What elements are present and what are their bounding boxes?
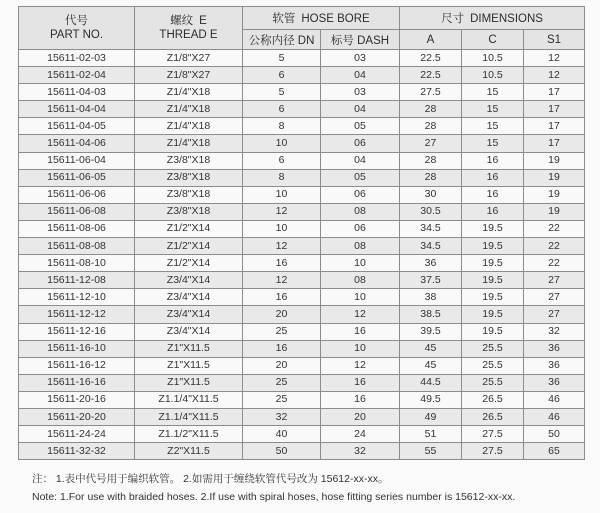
dim-s1-cell: 12 bbox=[524, 50, 585, 67]
dim-s1-cell: 17 bbox=[524, 101, 585, 118]
dim-s1-cell: 46 bbox=[524, 408, 585, 425]
dim-a-cell: 45 bbox=[400, 340, 462, 357]
part-no-cell: 15611-16-12 bbox=[19, 357, 135, 374]
thread-cell: Z1"X11.5 bbox=[135, 357, 243, 374]
header-thread bbox=[135, 7, 243, 50]
dash-cell: 16 bbox=[321, 323, 400, 340]
part-no-cell: 15611-12-16 bbox=[19, 323, 135, 340]
table-row bbox=[19, 152, 585, 169]
table-row bbox=[19, 101, 585, 118]
dn-cell: 6 bbox=[243, 67, 321, 84]
dim-c-cell: 15 bbox=[462, 84, 524, 101]
thread-cell: Z1/4"X18 bbox=[135, 101, 243, 118]
dim-s1-cell: 19 bbox=[524, 203, 585, 220]
dim-s1-cell: 19 bbox=[524, 169, 585, 186]
part-no-cell: 15611-06-05 bbox=[19, 169, 135, 186]
dn-cell: 25 bbox=[243, 323, 321, 340]
dash-cell: 10 bbox=[321, 255, 400, 272]
part-no-cell: 15611-04-06 bbox=[19, 135, 135, 152]
part-no-cell: 15611-08-08 bbox=[19, 238, 135, 255]
dim-c-cell: 19.5 bbox=[462, 306, 524, 323]
dash-cell: 05 bbox=[321, 169, 400, 186]
dn-cell: 5 bbox=[243, 50, 321, 67]
dn-cell: 6 bbox=[243, 152, 321, 169]
dash-cell: 08 bbox=[321, 272, 400, 289]
header-dims-en: DIMENSIONS bbox=[470, 13, 543, 25]
part-no-cell: 15611-16-10 bbox=[19, 340, 135, 357]
dim-a-cell: 36 bbox=[400, 255, 462, 272]
header-thread-zh: 螺纹 bbox=[170, 15, 194, 27]
dim-a-cell: 49.5 bbox=[400, 391, 462, 408]
dim-s1-cell: 27 bbox=[524, 272, 585, 289]
dim-s1-cell: 19 bbox=[524, 186, 585, 203]
dim-c-cell: 19.5 bbox=[462, 220, 524, 237]
header-part-zh: 代号 bbox=[65, 15, 88, 27]
dn-cell: 12 bbox=[243, 203, 321, 220]
table-row bbox=[19, 340, 585, 357]
part-no-cell: 15611-12-08 bbox=[19, 272, 135, 289]
dim-s1-cell: 22 bbox=[524, 220, 585, 237]
thread-cell: Z1/4"X18 bbox=[135, 84, 243, 101]
dim-a-cell: 28 bbox=[400, 118, 462, 135]
table-row bbox=[19, 67, 585, 84]
part-no-cell: 15611-12-12 bbox=[19, 306, 135, 323]
thread-cell: Z3/4"X14 bbox=[135, 289, 243, 306]
dim-c-cell: 25.5 bbox=[462, 340, 524, 357]
table-row bbox=[19, 306, 585, 323]
table-row bbox=[19, 84, 585, 101]
table-row bbox=[19, 289, 585, 306]
table-row bbox=[19, 426, 585, 443]
dim-a-cell: 28 bbox=[400, 152, 462, 169]
thread-cell: Z1/4"X18 bbox=[135, 118, 243, 135]
part-no-cell: 15611-20-20 bbox=[19, 408, 135, 425]
dim-s1-cell: 36 bbox=[524, 374, 585, 391]
dn-cell: 10 bbox=[243, 135, 321, 152]
table-row bbox=[19, 374, 585, 391]
note-zh: 注： 1.表中代号用于编织软管。 2.如需用于缠绕软管代号改为 15612-xx-xx。 bbox=[32, 473, 389, 485]
dn-cell: 8 bbox=[243, 118, 321, 135]
dash-cell: 20 bbox=[321, 408, 400, 425]
header-dim-a: A bbox=[400, 30, 462, 50]
dash-cell: 06 bbox=[321, 220, 400, 237]
table-header bbox=[19, 7, 585, 50]
header-dash: 标号 DASH bbox=[321, 30, 400, 50]
thread-cell: Z3/4"X14 bbox=[135, 323, 243, 340]
dim-s1-cell: 19 bbox=[524, 152, 585, 169]
part-no-cell: 15611-04-04 bbox=[19, 101, 135, 118]
dim-s1-cell: 27 bbox=[524, 306, 585, 323]
part-no-cell: 15611-08-06 bbox=[19, 220, 135, 237]
part-no-cell: 15611-04-05 bbox=[19, 118, 135, 135]
table-row bbox=[19, 323, 585, 340]
dim-c-cell: 19.5 bbox=[462, 272, 524, 289]
part-no-cell: 15611-06-06 bbox=[19, 186, 135, 203]
dash-cell: 10 bbox=[321, 340, 400, 357]
thread-cell: Z1"X11.5 bbox=[135, 340, 243, 357]
dn-cell: 16 bbox=[243, 255, 321, 272]
dim-a-cell: 44.5 bbox=[400, 374, 462, 391]
part-no-cell: 15611-16-16 bbox=[19, 374, 135, 391]
dash-cell: 12 bbox=[321, 306, 400, 323]
table-row bbox=[19, 255, 585, 272]
part-no-cell: 15611-32-32 bbox=[19, 443, 135, 460]
dn-cell: 50 bbox=[243, 443, 321, 460]
dim-a-cell: 27 bbox=[400, 135, 462, 152]
dim-a-cell: 38.5 bbox=[400, 306, 462, 323]
dash-cell: 08 bbox=[321, 203, 400, 220]
part-no-cell: 15611-06-08 bbox=[19, 203, 135, 220]
dn-cell: 8 bbox=[243, 169, 321, 186]
table-row bbox=[19, 50, 585, 67]
dim-a-cell: 22.5 bbox=[400, 67, 462, 84]
dim-c-cell: 16 bbox=[462, 152, 524, 169]
dim-c-cell: 10.5 bbox=[462, 67, 524, 84]
dim-s1-cell: 22 bbox=[524, 255, 585, 272]
dn-cell: 12 bbox=[243, 272, 321, 289]
dn-cell: 25 bbox=[243, 374, 321, 391]
dn-cell: 5 bbox=[243, 84, 321, 101]
dim-c-cell: 15 bbox=[462, 135, 524, 152]
header-thread-letter: E bbox=[199, 15, 207, 27]
dim-s1-cell: 22 bbox=[524, 238, 585, 255]
dim-c-cell: 19.5 bbox=[462, 289, 524, 306]
table-row bbox=[19, 135, 585, 152]
thread-cell: Z1"X11.5 bbox=[135, 374, 243, 391]
dim-a-cell: 45 bbox=[400, 357, 462, 374]
dim-a-cell: 38 bbox=[400, 289, 462, 306]
dash-cell: 04 bbox=[321, 152, 400, 169]
dim-s1-cell: 17 bbox=[524, 84, 585, 101]
dim-a-cell: 28 bbox=[400, 101, 462, 118]
dim-c-cell: 16 bbox=[462, 186, 524, 203]
thread-cell: Z3/4"X14 bbox=[135, 272, 243, 289]
dn-cell: 20 bbox=[243, 306, 321, 323]
dim-a-cell: 34.5 bbox=[400, 220, 462, 237]
header-thread-en: THREAD E bbox=[159, 29, 218, 41]
part-no-cell: 15611-06-04 bbox=[19, 152, 135, 169]
thread-cell: Z1.1/2"X11.5 bbox=[135, 426, 243, 443]
thread-cell: Z1/8"X27 bbox=[135, 67, 243, 84]
dash-cell: 16 bbox=[321, 374, 400, 391]
dim-a-cell: 30.5 bbox=[400, 203, 462, 220]
dim-a-cell: 28 bbox=[400, 169, 462, 186]
dash-cell: 05 bbox=[321, 118, 400, 135]
table-row bbox=[19, 203, 585, 220]
thread-cell: Z1/2"X14 bbox=[135, 255, 243, 272]
thread-cell: Z3/8"X18 bbox=[135, 152, 243, 169]
dim-a-cell: 49 bbox=[400, 408, 462, 425]
table-row bbox=[19, 118, 585, 135]
part-no-cell: 15611-24-24 bbox=[19, 426, 135, 443]
table-row bbox=[19, 238, 585, 255]
dim-s1-cell: 50 bbox=[524, 426, 585, 443]
dash-cell: 08 bbox=[321, 238, 400, 255]
part-no-cell: 15611-12-10 bbox=[19, 289, 135, 306]
header-dim-c: C bbox=[462, 30, 524, 50]
dim-c-cell: 16 bbox=[462, 169, 524, 186]
header-part-no bbox=[19, 7, 135, 50]
table-row bbox=[19, 220, 585, 237]
dash-cell: 12 bbox=[321, 357, 400, 374]
header-dimensions bbox=[400, 7, 585, 30]
header-hose-zh: 软管 bbox=[272, 13, 296, 25]
thread-cell: Z3/4"X14 bbox=[135, 306, 243, 323]
dn-cell: 16 bbox=[243, 289, 321, 306]
part-no-cell: 15611-02-03 bbox=[19, 50, 135, 67]
thread-cell: Z1.1/4"X11.5 bbox=[135, 391, 243, 408]
dash-cell: 04 bbox=[321, 101, 400, 118]
dash-cell: 06 bbox=[321, 186, 400, 203]
dim-a-cell: 22.5 bbox=[400, 50, 462, 67]
table-body bbox=[19, 50, 585, 460]
dash-cell: 06 bbox=[321, 135, 400, 152]
thread-cell: Z2"X11.5 bbox=[135, 443, 243, 460]
table-row bbox=[19, 357, 585, 374]
header-hose-bore bbox=[243, 7, 400, 30]
dim-c-cell: 25.5 bbox=[462, 357, 524, 374]
dn-cell: 25 bbox=[243, 391, 321, 408]
table-row bbox=[19, 169, 585, 186]
dim-s1-cell: 17 bbox=[524, 118, 585, 135]
dim-s1-cell: 36 bbox=[524, 357, 585, 374]
thread-cell: Z3/8"X18 bbox=[135, 186, 243, 203]
table-row bbox=[19, 408, 585, 425]
header-part-en: PART NO. bbox=[49, 29, 104, 41]
dim-a-cell: 51 bbox=[400, 426, 462, 443]
fitting-spec-table bbox=[18, 6, 585, 460]
part-no-cell: 15611-08-10 bbox=[19, 255, 135, 272]
dim-a-cell: 30 bbox=[400, 186, 462, 203]
thread-cell: Z1/8"X27 bbox=[135, 50, 243, 67]
thread-cell: Z1.1/4"X11.5 bbox=[135, 408, 243, 425]
dim-c-cell: 27.5 bbox=[462, 426, 524, 443]
table-row bbox=[19, 391, 585, 408]
dn-cell: 32 bbox=[243, 408, 321, 425]
part-no-cell: 15611-20-16 bbox=[19, 391, 135, 408]
dash-cell: 03 bbox=[321, 84, 400, 101]
dim-a-cell: 37.5 bbox=[400, 272, 462, 289]
dn-cell: 40 bbox=[243, 426, 321, 443]
header-dims-zh: 尺寸 bbox=[441, 13, 465, 25]
thread-cell: Z1/4"X18 bbox=[135, 135, 243, 152]
part-no-cell: 15611-04-03 bbox=[19, 84, 135, 101]
part-no-cell: 15611-02-04 bbox=[19, 67, 135, 84]
dim-c-cell: 10.5 bbox=[462, 50, 524, 67]
header-thread-top bbox=[135, 14, 242, 28]
dash-cell: 04 bbox=[321, 67, 400, 84]
dim-c-cell: 27.5 bbox=[462, 443, 524, 460]
dim-c-cell: 19.5 bbox=[462, 323, 524, 340]
dim-s1-cell: 65 bbox=[524, 443, 585, 460]
header-dim-s1: S1 bbox=[524, 30, 585, 50]
dim-c-cell: 19.5 bbox=[462, 255, 524, 272]
dim-s1-cell: 36 bbox=[524, 340, 585, 357]
dim-c-cell: 26.5 bbox=[462, 408, 524, 425]
dn-cell: 16 bbox=[243, 340, 321, 357]
dn-cell: 6 bbox=[243, 101, 321, 118]
table-row bbox=[19, 272, 585, 289]
dash-cell: 03 bbox=[321, 50, 400, 67]
dim-s1-cell: 27 bbox=[524, 289, 585, 306]
dash-cell: 24 bbox=[321, 426, 400, 443]
thread-cell: Z1/2"X14 bbox=[135, 238, 243, 255]
dash-cell: 32 bbox=[321, 443, 400, 460]
header-dn: 公称内径 DN bbox=[243, 30, 321, 50]
thread-cell: Z3/8"X18 bbox=[135, 203, 243, 220]
thread-cell: Z1/2"X14 bbox=[135, 220, 243, 237]
dim-c-cell: 15 bbox=[462, 101, 524, 118]
dim-a-cell: 55 bbox=[400, 443, 462, 460]
dash-cell: 16 bbox=[321, 391, 400, 408]
notes bbox=[32, 470, 592, 506]
thread-cell: Z3/8"X18 bbox=[135, 169, 243, 186]
dn-cell: 10 bbox=[243, 220, 321, 237]
dim-c-cell: 25.5 bbox=[462, 374, 524, 391]
dn-cell: 12 bbox=[243, 238, 321, 255]
dn-cell: 20 bbox=[243, 357, 321, 374]
dim-s1-cell: 32 bbox=[524, 323, 585, 340]
dim-a-cell: 27.5 bbox=[400, 84, 462, 101]
table-row bbox=[19, 443, 585, 460]
table-row bbox=[19, 186, 585, 203]
dn-cell: 10 bbox=[243, 186, 321, 203]
dash-cell: 10 bbox=[321, 289, 400, 306]
dim-s1-cell: 12 bbox=[524, 67, 585, 84]
dim-c-cell: 26.5 bbox=[462, 391, 524, 408]
dim-s1-cell: 17 bbox=[524, 135, 585, 152]
dim-a-cell: 39.5 bbox=[400, 323, 462, 340]
dim-c-cell: 19.5 bbox=[462, 238, 524, 255]
dim-a-cell: 34.5 bbox=[400, 238, 462, 255]
dim-s1-cell: 46 bbox=[524, 391, 585, 408]
header-hose-en: HOSE BORE bbox=[301, 13, 370, 25]
dim-c-cell: 16 bbox=[462, 203, 524, 220]
note-en: Note: 1.For use with braided hoses. 2.If use with spiral hoses, hose fitting series number is 15612-xx-xx. bbox=[32, 491, 516, 503]
dim-c-cell: 15 bbox=[462, 118, 524, 135]
